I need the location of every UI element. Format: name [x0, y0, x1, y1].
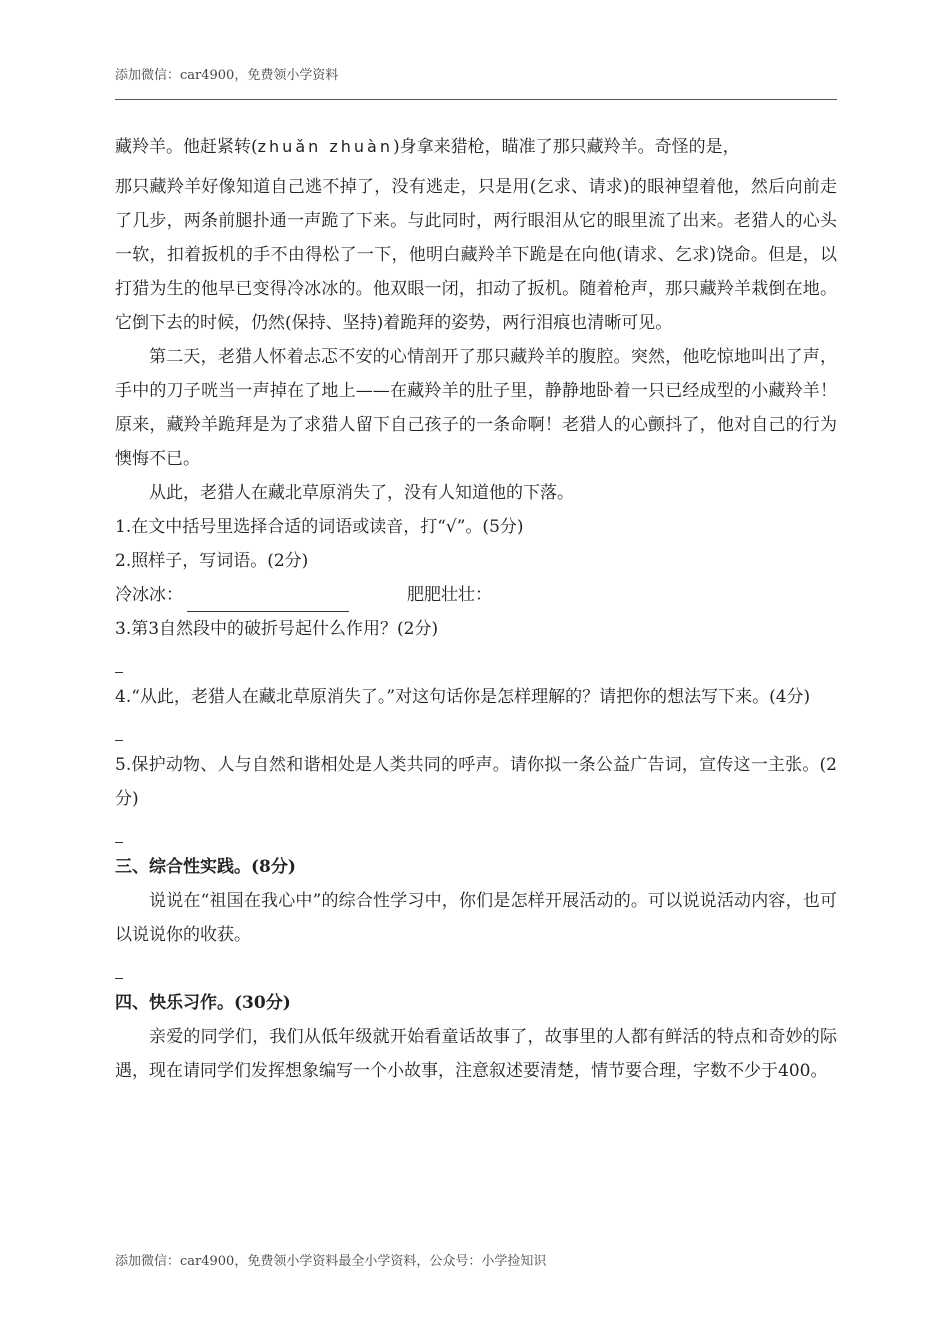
- question-4: 4.“从此，老猎人在藏北草原消失了。”对这句话你是怎样理解的？请把你的想法写下来。(4分): [115, 687, 811, 707]
- passage-paragraph-3: 第二天，老猎人怀着忐忑不安的心情剖开了那只藏羚羊的腹腔。突然，他吃惊地叫出了声，手中的刀子咣当一声掉在了地上——在藏羚羊的肚子里，静静地卧着一只已经成型的小藏羚羊！原来，藏羚羊跪拜是为了求猎人留下自己孩子的一条命啊！老猎人的心颤抖了，他对自己的行为懊悔不已。: [115, 347, 837, 469]
- question-2: 2.照样子，写词语。(2分): [115, 551, 309, 571]
- header-divider: [115, 99, 837, 100]
- example-word-right: 肥肥壮壮：: [407, 585, 492, 605]
- passage-text: 藏羚羊。他赶紧转(: [115, 137, 258, 157]
- question-3: 3.第3自然段中的破折号起什么作用？(2分): [115, 619, 439, 639]
- question-2-answer-row: [115, 578, 837, 612]
- answer-line-3[interactable]: [115, 646, 837, 680]
- section-3-title: 三、综合性实践。(8分): [115, 857, 296, 877]
- answer-line-4[interactable]: [115, 714, 837, 748]
- section-4-title: 四、快乐习作。(30分): [115, 993, 291, 1013]
- question-1: 1.在文中括号里选择合适的词语或读音，打“√”。(5分): [115, 517, 524, 537]
- answer-blank-left[interactable]: [187, 591, 349, 612]
- answer-line-5[interactable]: [115, 816, 837, 850]
- example-word-left: 冷冰冰：: [115, 585, 183, 605]
- answer-line-section-3[interactable]: [115, 952, 837, 986]
- section-3-body: 说说在“祖国在我心中”的综合性学习中，你们是怎样开展活动的。可以说说活动内容，也可以说说你的收获。: [115, 891, 837, 945]
- page-footer: 添加微信：car4900，免费领小学资料最全小学资料，公众号：小学捡知识: [115, 1254, 547, 1269]
- passage-paragraph-1: [115, 128, 837, 166]
- section-4-body: 亲爱的同学们，我们从低年级就开始看童话故事了，故事里的人都有鲜活的特点和奇妙的际遇，现在请同学们发挥想象编写一个小故事，注意叙述要清楚，情节要合理，字数不少于400。: [115, 1027, 837, 1081]
- document-body: [115, 128, 837, 1088]
- question-5: 5.保护动物、人与自然和谐相处是人类共同的呼声。请你拟一条公益广告词，宣传这一主张。(2分): [115, 755, 837, 809]
- passage-paragraph-4: 从此，老猎人在藏北草原消失了，没有人知道他的下落。: [149, 483, 574, 503]
- page-header: 添加微信：car4900，免费领小学资料: [115, 68, 339, 83]
- passage-paragraph-2: 那只藏羚羊好像知道自己逃不掉了，没有逃走，只是用(乞求、请求)的眼神望着他，然后向前走了几步，两条前腿扑通一声跪了下来。与此同时，两行眼泪从它的眼里流了出来。老猎人的心头一软，扣着扳机的手不由得松了一下，他明白藏羚羊下跪是在向他(请求、乞求)饶命。但是，以打猎为生的他早已变得冷冰冰的。他双眼一闭，扣动了扳机。随着枪声，那只藏羚羊栽倒在地。它倒下去的时候，仍然(保持、坚持)着跪拜的姿势，两行泪痕也清晰可见。: [115, 177, 837, 333]
- passage-text: )身拿来猎枪，瞄准了那只藏羚羊。奇怪的是，: [392, 137, 740, 157]
- pinyin-options: zhuǎn zhuàn: [257, 137, 393, 156]
